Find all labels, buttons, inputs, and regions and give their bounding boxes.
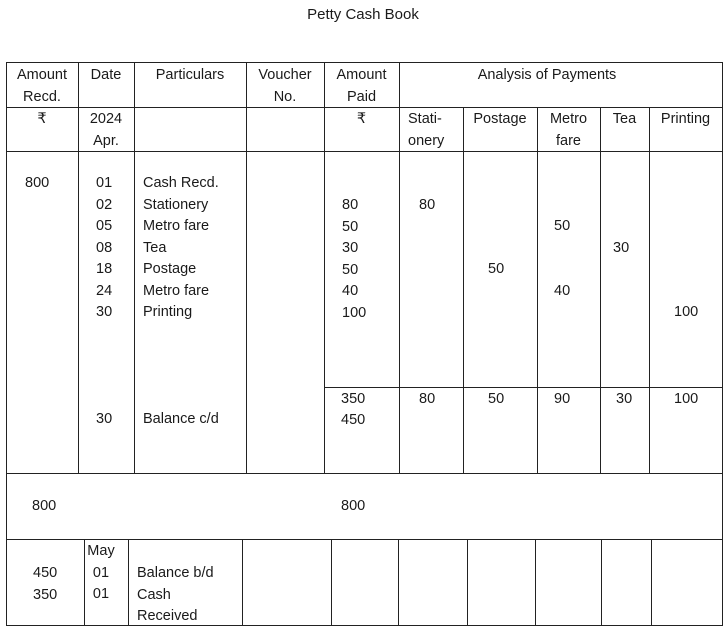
list-item: 40 (342, 283, 359, 299)
balance-cd-label: Balance c/d (143, 411, 219, 427)
list-item: Printing (143, 304, 193, 320)
entry-metro-fare-2: 40 (554, 283, 571, 299)
total-printing: 100 (674, 391, 699, 407)
lower-col-printing (651, 539, 652, 626)
list-item: 80 (342, 197, 359, 213)
table-top-border (6, 62, 723, 63)
lower-col-left (6, 539, 7, 626)
entry-tea: 30 (613, 240, 630, 256)
totals-divider (325, 387, 723, 388)
col-line-right (722, 62, 723, 473)
list-item: 450 (33, 565, 58, 581)
grand-total-recd: 800 (32, 498, 57, 514)
next-period-amounts (33, 563, 57, 606)
header-printing: Printing (660, 111, 711, 127)
lower-col-particulars (128, 539, 129, 626)
lower-col-metro (535, 539, 536, 626)
list-item: 08 (96, 239, 113, 256)
list-item: 05 (96, 218, 113, 234)
date-year-month: 2024 Apr. (89, 111, 123, 149)
list-item: Postage (143, 261, 197, 277)
balance-cd-amount: 450 (341, 412, 366, 428)
list-item: 100 (342, 304, 367, 321)
total-amount-paid: 350 (341, 391, 366, 407)
amount-recd-value: 800 (25, 175, 50, 191)
header-particulars: Particulars (155, 67, 225, 83)
list-item: Tea (143, 239, 167, 256)
list-item: Cash Recd. (143, 175, 219, 191)
list-item: Metro fare (143, 218, 210, 234)
list-item: Stationery (143, 196, 209, 213)
col-line-printing (649, 107, 650, 473)
balance-cd-date: 30 (96, 411, 113, 427)
analysis-divider (399, 107, 723, 108)
col-line-tea (600, 107, 601, 473)
entry-particulars (143, 173, 219, 324)
header-stationery: Stati- onery (408, 111, 445, 149)
table-bottom-border (6, 473, 723, 474)
total-stationery: 80 (419, 391, 436, 407)
col-line-metro (537, 107, 538, 473)
total-tea: 30 (616, 391, 633, 407)
list-item: 350 (33, 586, 58, 603)
header-analysis-of-payments: Analysis of Payments (477, 67, 617, 83)
entry-metro-fare-1: 50 (554, 218, 571, 234)
rupee-symbol-recd: ₹ (37, 111, 47, 127)
list-item: 24 (96, 282, 113, 299)
grand-total-bottom-border (6, 539, 723, 540)
header-tea: Tea (612, 111, 637, 127)
list-item: 30 (96, 304, 113, 320)
list-item: 01 (96, 175, 113, 191)
entry-amount-paid (342, 195, 366, 324)
entry-dates (96, 173, 112, 324)
rupee-symbol-paid: ₹ (356, 111, 367, 127)
lower-col-voucher (242, 539, 243, 626)
lower-col-amount-paid (331, 539, 332, 626)
entry-stationery: 80 (419, 197, 436, 213)
col-line-stationery (399, 62, 400, 473)
next-period-particulars (137, 563, 214, 628)
next-period-dates (85, 541, 117, 606)
header-amount-paid: Amount Paid (336, 67, 387, 105)
grand-total-right-border (722, 473, 723, 539)
list-item: Received (137, 608, 198, 624)
entry-postage: 50 (488, 261, 505, 277)
header-amount-recd: Amount Recd. (17, 67, 67, 105)
lower-col-right (722, 539, 723, 626)
list-item: 18 (96, 261, 113, 277)
header-date: Date (90, 67, 122, 83)
list-item: 30 (342, 240, 359, 256)
total-metro-fare: 90 (554, 391, 571, 407)
grand-total-left-border (6, 473, 7, 539)
list-item: 02 (96, 196, 113, 213)
entry-printing: 100 (674, 304, 699, 320)
lower-bottom-border (6, 625, 723, 626)
page-title: Petty Cash Book (307, 6, 419, 23)
list-item: 01 (92, 564, 110, 581)
grand-total-paid: 800 (341, 498, 366, 514)
col-line-voucher (246, 62, 247, 473)
header-postage: Postage (473, 111, 527, 127)
list-item: Balance b/d (137, 565, 214, 581)
list-item: 50 (342, 218, 359, 235)
lower-col-stationery (398, 539, 399, 626)
list-item: 01 (92, 586, 110, 602)
total-postage: 50 (488, 391, 505, 407)
next-period-month: May (87, 543, 115, 559)
header-metro-fare: Metro fare (549, 111, 588, 149)
list-item: Cash (137, 586, 171, 603)
lower-col-tea (601, 539, 602, 626)
header-voucher-no: Voucher No. (258, 67, 312, 105)
col-line-postage (463, 107, 464, 473)
list-item: 50 (342, 261, 359, 278)
lower-col-postage (467, 539, 468, 626)
list-item: Metro fare (143, 282, 210, 299)
col-line-particulars (134, 62, 135, 473)
